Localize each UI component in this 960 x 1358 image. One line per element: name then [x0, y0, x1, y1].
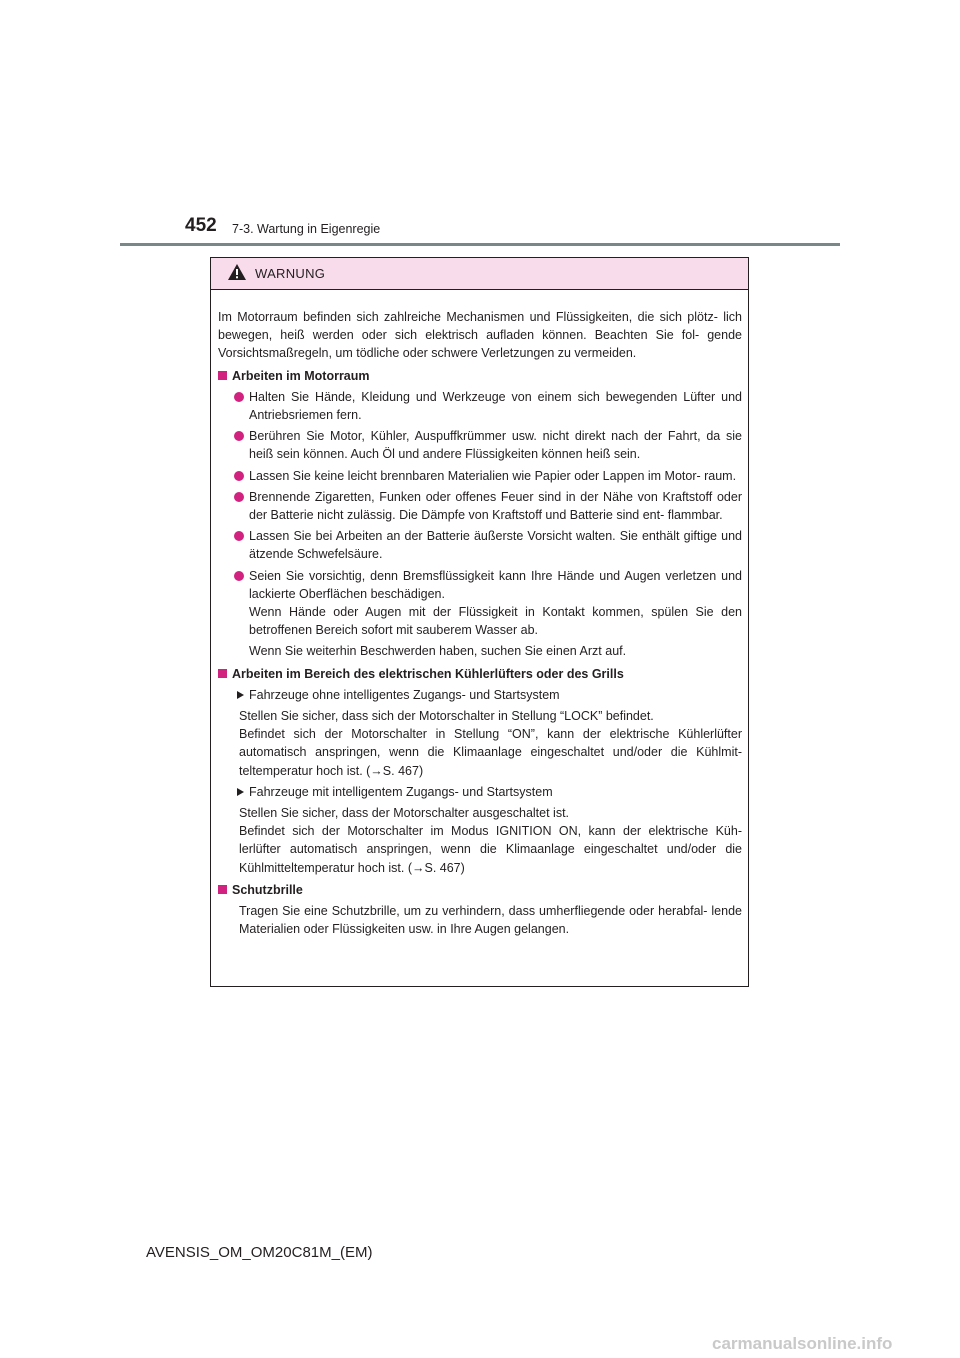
round-bullet-icon	[234, 431, 244, 441]
square-bullet-icon	[218, 669, 227, 678]
list-item: Halten Sie Hände, Kleidung und Werkzeuge von einem sich bewegenden Lüfter und Antriebsriemen fern.	[218, 388, 742, 424]
list-item: Lassen Sie keine leicht brennbaren Materialien wie Papier oder Lappen im Motor- raum.	[218, 467, 742, 485]
sub-heading: Fahrzeuge ohne intelligentes Zugangs- und Startsystem	[218, 686, 742, 704]
round-bullet-icon	[234, 392, 244, 402]
watermark-logo	[710, 1332, 940, 1354]
square-bullet-icon	[218, 885, 227, 894]
paragraph: Tragen Sie eine Schutzbrille, um zu verhindern, dass umherfliegende oder herabfal- lende Materialien oder Flüssigkeiten usw. in Ihre Augen gelangen.	[239, 904, 742, 937]
warning-triangle-icon	[227, 263, 247, 281]
triangle-bullet-icon	[237, 691, 244, 699]
section-heading-goggles: Schutzbrille	[218, 881, 742, 899]
list-item: Berühren Sie Motor, Kühler, Auspuffkrümmer usw. nicht direkt nach der Fahrt, da sie heiß sein können. Auch Öl und andere Flüssigkeiten können heiß sein.	[218, 427, 742, 463]
round-bullet-icon	[234, 571, 244, 581]
triangle-bullet-icon	[237, 788, 244, 796]
list-item: Lassen Sie bei Arbeiten an der Batterie äußerste Vorsicht walten. Sie enthält giftige und ätzende Schwefelsäure.	[218, 527, 742, 563]
warning-header	[211, 258, 748, 290]
bullet-note: Wenn Sie weiterhin Beschwerden haben, suchen Sie einen Arzt auf.	[249, 644, 627, 659]
page-number: 452	[185, 215, 217, 236]
warning-box	[210, 257, 749, 987]
paragraph: Stellen Sie sicher, dass der Motorschalter ausgeschaltet ist. Befindet sich der Motorschalter im Modus IGNITION ON, kann der elektrische Küh- lerlüfter automatisch anspringen, wenn die Klimaanlage eingeschaltet und/oder die Kühlmitteltemperatur hoch ist. (→S. 467)	[239, 806, 742, 875]
section-heading-engine-room: Arbeiten im Motorraum	[218, 367, 742, 385]
document-code: AVENSIS_OM_OM20C81M_(EM)	[146, 1244, 373, 1261]
warning-intro: Im Motorraum befinden sich zahlreiche Mechanismen und Flüssigkeiten, die sich plötz- lich bewegen, heiß werden oder sich elektrisch aufladen können. Beachten Sie fol- gende Vorsichtsmaßregeln, um tödliche oder schwere Verletzungen zu vermeiden.	[218, 310, 742, 361]
round-bullet-icon	[234, 531, 244, 541]
header-rule	[120, 243, 840, 246]
section-heading-cooling-fan: Arbeiten im Bereich des elektrischen Kühlerlüfters oder des Grills	[218, 665, 742, 683]
paragraph: Stellen Sie sicher, dass sich der Motorschalter in Stellung “LOCK” befindet. Befindet sich der Motorschalter in Stellung “ON”, kann der elektrische Kühlerlüfter automatisch anspringen, wenn die Klimaanlage eingeschaltet und/oder die Kühlmit- teltemperatur hoch ist. (→S. 467)	[239, 709, 742, 778]
square-bullet-icon	[218, 371, 227, 380]
warning-body	[211, 290, 748, 939]
round-bullet-icon	[234, 492, 244, 502]
sub-heading: Fahrzeuge mit intelligentem Zugangs- und Startsystem	[218, 783, 742, 801]
round-bullet-icon	[234, 471, 244, 481]
list-item: Seien Sie vorsichtig, denn Bremsflüssigkeit kann Ihre Hände und Augen verletzen und lackierte Oberflächen beschädigen. Wenn Hände oder Augen mit der Flüssigkeit in Kontakt kommen, spülen Sie den betroffenen Bereich sofort mit sauberem Wasser ab.	[218, 567, 742, 640]
warning-title: WARNUNG	[255, 266, 326, 281]
svg-text:carmanualsonline.info: carmanualsonline.info	[712, 1334, 893, 1353]
section-title: 7-3. Wartung in Eigenregie	[232, 222, 381, 236]
list-item: Brennende Zigaretten, Funken oder offenes Feuer sind in der Nähe von Kraftstoff oder der Batterie nicht zulässig. Die Dämpfe von Kraftstoff und Batterie sind ent- flammbar.	[218, 488, 742, 524]
